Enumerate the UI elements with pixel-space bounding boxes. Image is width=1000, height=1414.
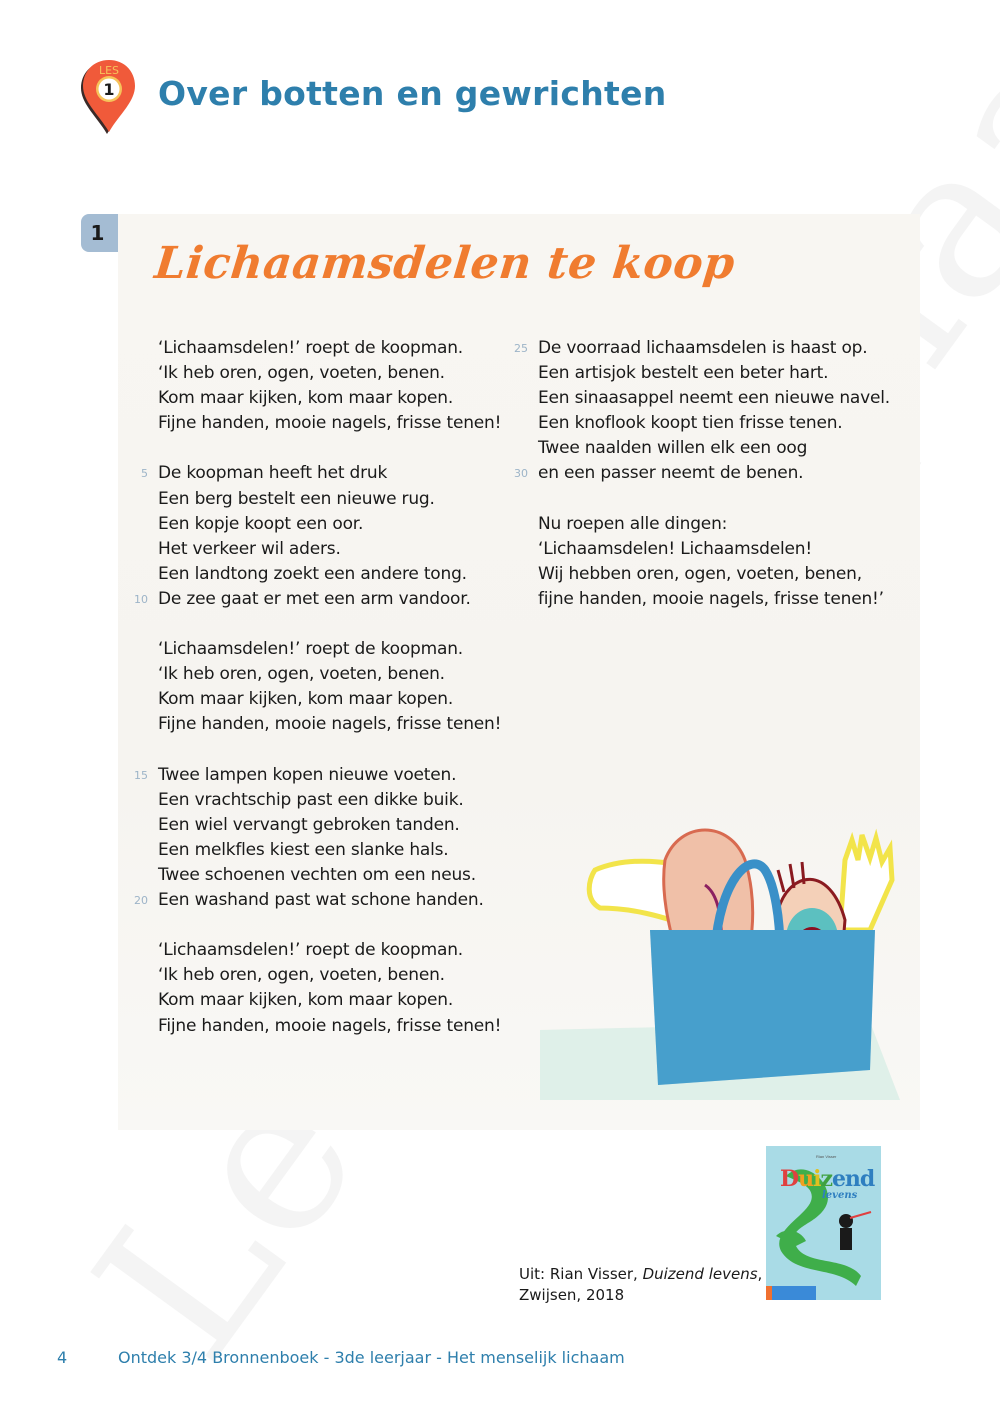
line-text: Kom maar kijken, kom maar kopen. — [158, 388, 454, 409]
poem-line — [508, 385, 908, 410]
line-text: Een berg bestelt een nieuwe rug. — [158, 488, 435, 509]
line-text: Een landtong zoekt een andere tong. — [158, 563, 467, 584]
poem-line — [128, 586, 518, 611]
stanza-break — [508, 486, 908, 511]
stanza-break — [128, 611, 518, 636]
poem-line — [128, 410, 518, 435]
line-text: Een washand past wat schone handen. — [158, 890, 484, 911]
poem-line — [128, 962, 518, 987]
line-text: ‘Lichaamsdelen!’ roept de koopman. — [158, 338, 463, 358]
line-text: Een artisjok bestelt een beter hart. — [538, 363, 829, 384]
location-pin-icon — [80, 56, 138, 134]
line-number: 20 — [134, 894, 148, 908]
line-text: De zee gaat er met een arm vandoor. — [158, 588, 471, 609]
book-cover-title: Duizend — [780, 1166, 875, 1192]
poem-line — [128, 335, 518, 360]
poem-line — [128, 360, 518, 385]
poem-line — [128, 385, 518, 410]
line-number: 10 — [134, 592, 148, 606]
poem-line — [128, 460, 518, 485]
line-text: De koopman heeft het druk — [158, 463, 388, 484]
poem-line — [128, 812, 518, 837]
stanza-break — [128, 435, 518, 460]
stanza-break — [128, 737, 518, 762]
poem-line — [508, 435, 908, 460]
poem-line — [508, 460, 908, 485]
line-text: Een knoflook koopt tien frisse tenen. — [538, 413, 843, 434]
poem-line — [128, 1013, 518, 1038]
poem-line — [128, 536, 518, 561]
poem-line — [128, 711, 518, 736]
section-number-tab: 1 — [81, 214, 118, 252]
lesson-badge — [80, 56, 138, 134]
poem-line — [508, 586, 908, 611]
line-number: 25 — [514, 342, 528, 355]
poem-column-left — [128, 335, 518, 1038]
poem-line — [508, 335, 908, 360]
line-text: Twee naalden willen elk een oog — [538, 438, 808, 459]
poem-line — [128, 862, 518, 887]
line-text: ‘Ik heb oren, ogen, voeten, benen. — [158, 965, 445, 986]
source-credit: Uit: Rian Visser, Duizend levens, Zwijsen, 2018 — [519, 1265, 763, 1304]
line-number: 15 — [134, 768, 148, 782]
poem-line — [128, 511, 518, 536]
poem-line — [508, 410, 908, 435]
line-text: Twee lampen kopen nieuwe voeten. — [158, 764, 457, 785]
poem-line — [128, 837, 518, 862]
line-text: Twee schoenen vechten om een neus. — [158, 864, 476, 885]
line-text: ‘Lichaamsdelen!’ roept de koopman. — [158, 940, 463, 961]
poem-column-right — [508, 335, 908, 611]
line-text: Een vrachtschip past een dikke buik. — [158, 789, 464, 810]
line-text: Een sinaasappel neemt een nieuwe navel. — [538, 388, 890, 409]
line-number: 5 — [141, 467, 148, 481]
poem-line — [128, 987, 518, 1012]
line-text: Wij hebben oren, ogen, voeten, benen, — [538, 563, 862, 584]
line-text: ‘Ik heb oren, ogen, voeten, benen. — [158, 363, 445, 384]
line-text: Kom maar kijken, kom maar kopen. — [158, 689, 454, 710]
poem-line — [508, 561, 908, 586]
shopping-bag-illustration — [540, 800, 920, 1100]
poem-line — [508, 536, 908, 561]
line-text: ‘Lichaamsdelen! Lichaamsdelen! — [538, 538, 812, 559]
line-text: Fijne handen, mooie nagels, frisse tenen! — [158, 413, 502, 434]
line-text: Kom maar kijken, kom maar kopen. — [158, 990, 454, 1011]
poem-line — [128, 937, 518, 962]
poem-line — [128, 486, 518, 511]
stanza-break — [128, 912, 518, 937]
svg-text:LES: LES — [98, 64, 120, 77]
poem-line — [128, 787, 518, 812]
poem-line — [128, 686, 518, 711]
line-text: Fijne handen, mooie nagels, frisse tenen! — [158, 1015, 502, 1036]
footer-book-title: Ontdek 3/4 Bronnenboek - 3de leerjaar - Het menselijk lichaam — [118, 1348, 625, 1367]
lesson-title: Over botten en gewrichten — [158, 74, 667, 113]
line-text: Nu roepen alle dingen: — [538, 513, 728, 534]
line-text: fijne handen, mooie nagels, frisse tenen!’ — [538, 588, 884, 609]
page-number: 4 — [57, 1348, 68, 1367]
line-text: Een wiel vervangt gebroken tanden. — [158, 814, 460, 835]
line-text: Een melkfles kiest een slanke hals. — [158, 839, 449, 860]
line-number: 30 — [514, 467, 528, 481]
line-text: ‘Ik heb oren, ogen, voeten, benen. — [158, 664, 445, 685]
poem-line — [128, 887, 518, 912]
line-text: Het verkeer wil aders. — [158, 538, 341, 559]
svg-text:1: 1 — [103, 80, 115, 99]
poem-title: Lichaamsdelen te koop — [152, 238, 738, 289]
poem-line — [128, 636, 518, 661]
poem-line — [128, 762, 518, 787]
poem-line — [508, 511, 908, 536]
book-title: Duizend levens — [642, 1265, 758, 1283]
book-cover-image: Rian Visser Duizend levens — [766, 1146, 881, 1300]
line-text: Fijne handen, mooie nagels, frisse tenen! — [158, 714, 502, 735]
line-text: De voorraad lichaamsdelen is haast op. — [538, 338, 868, 358]
poem-line — [508, 360, 908, 385]
poem-line — [128, 561, 518, 586]
line-text: ‘Lichaamsdelen!’ roept de koopman. — [158, 639, 463, 660]
poem-line — [128, 661, 518, 686]
line-text: Een kopje koopt een oor. — [158, 513, 364, 534]
line-text: en een passer neemt de benen. — [538, 463, 804, 484]
